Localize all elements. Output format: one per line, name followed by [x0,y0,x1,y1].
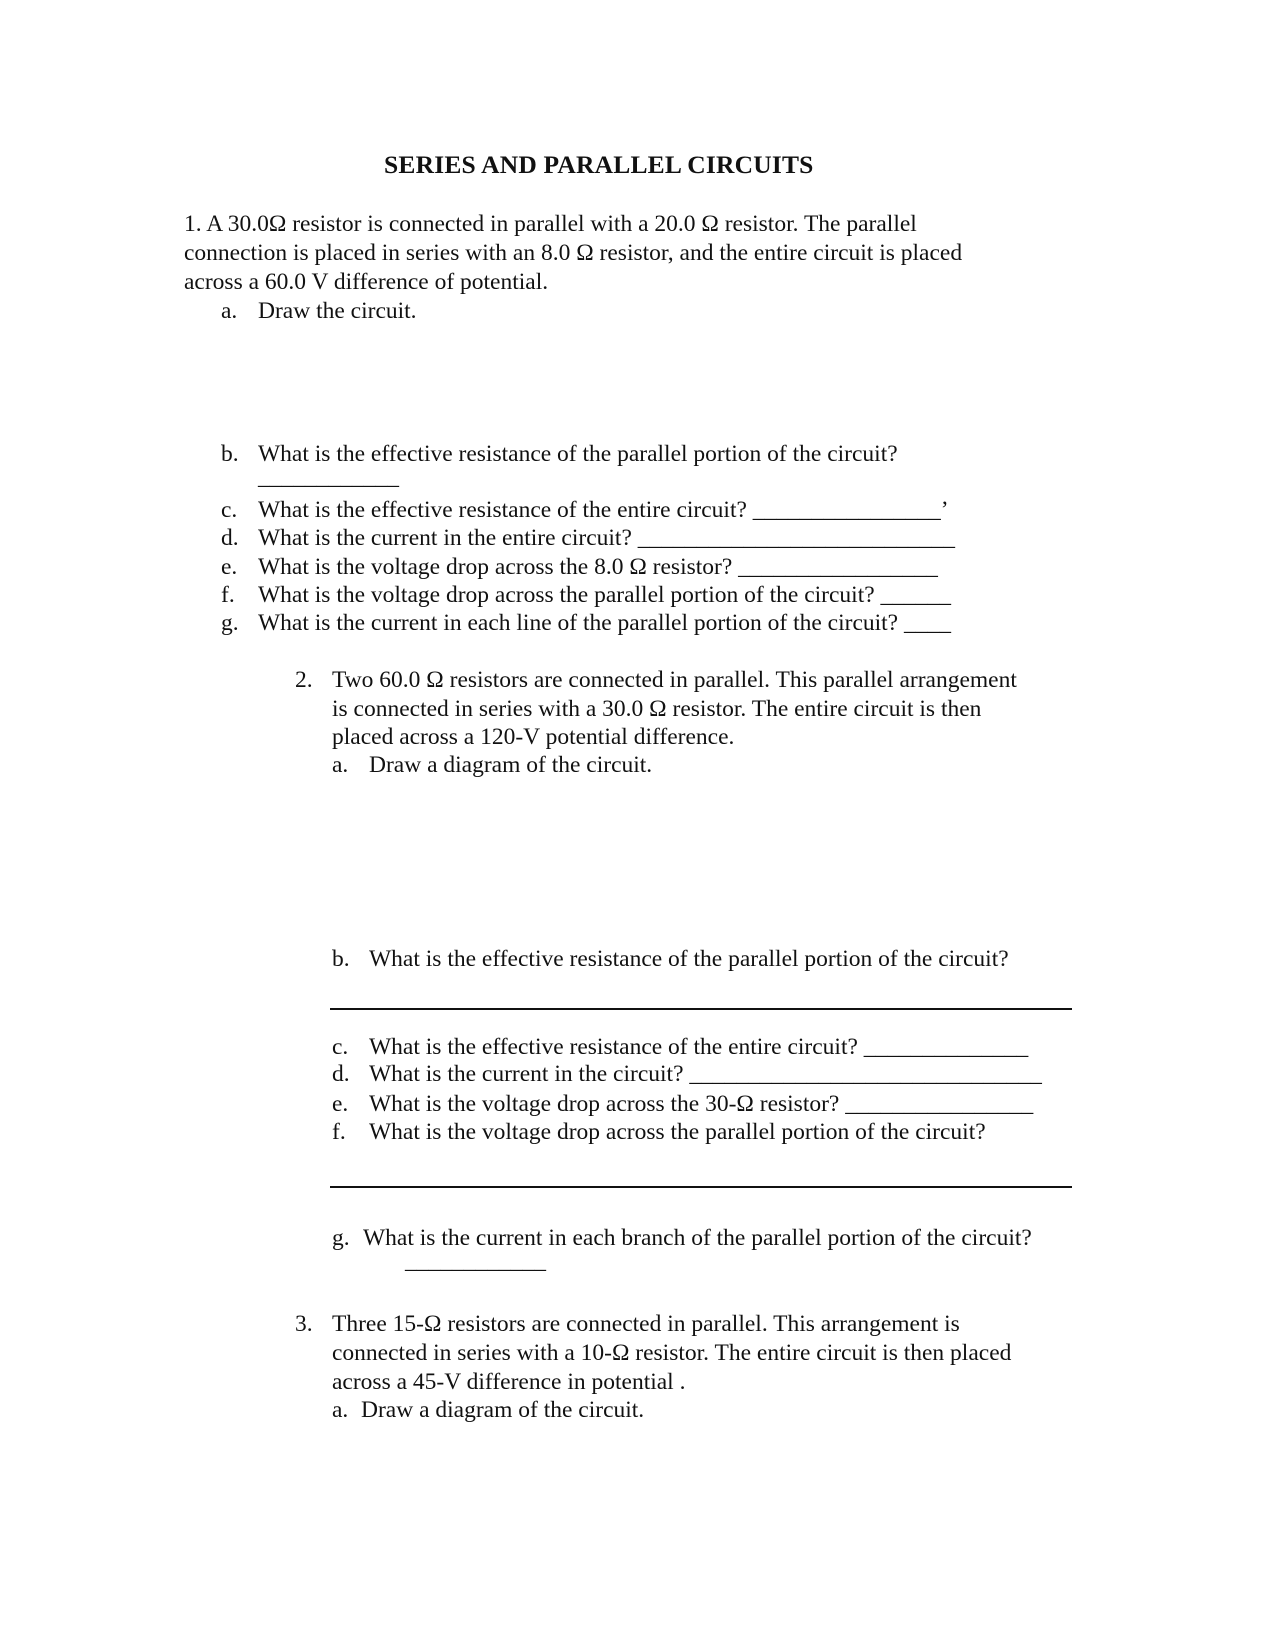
q2-c-label: c. [332,1034,349,1060]
q2-a-label: a. [332,752,349,778]
q3-intro-line-1: Three 15-Ω resistors are connected in parallel. This arrangement is [332,1311,960,1337]
q2-f-label: f. [332,1119,346,1145]
q1-f-text: What is the voltage drop across the parallel portion of the circuit? ______ [258,582,952,608]
q1-e-text: What is the voltage drop across the 8.0 Ω resistor? _________________ [258,554,938,580]
q2-intro-line-1: Two 60.0 Ω resistors are connected in parallel. This parallel arrangement [332,667,1017,693]
q2-number: 2. [295,667,313,693]
q2-e-text: What is the voltage drop across the 30-Ω resistor? ________________ [369,1091,1034,1117]
q2-b-text: What is the effective resistance of the parallel portion of the circuit? [369,946,1009,972]
q1-intro-line-2: connection is placed in series with an 8.0 Ω resistor, and the entire circuit is placed [184,240,963,266]
q2-d-text: What is the current in the circuit? ______________________________ [369,1061,1042,1087]
q2-g-answer-blank: ____________ [405,1248,546,1274]
q3-a-label: a. [332,1397,349,1423]
q3-intro-line-2: connected in series with a 10-Ω resistor. The entire circuit is then placed [332,1340,1012,1366]
q2-intro-line-2: is connected in series with a 30.0 Ω resistor. The entire circuit is then [332,696,982,722]
q2-intro-line-3: placed across a 120-V potential difference. [332,724,735,750]
q1-d-label: d. [221,525,239,551]
q1-e-label: e. [221,554,238,580]
q3-number: 3. [295,1311,313,1337]
q1-f-label: f. [221,582,235,608]
q1-c-text: What is the effective resistance of the entire circuit? ________________’ [258,497,949,523]
q3-intro-line-3: across a 45-V difference in potential . [332,1369,686,1395]
q1-a-label: a. [221,298,238,324]
q1-intro-line-3: across a 60.0 V difference of potential. [184,269,549,295]
q2-g-label: g. [332,1225,350,1251]
q1-c-label: c. [221,497,238,523]
page-title: SERIES AND PARALLEL CIRCUITS [384,150,814,179]
q1-g-label: g. [221,610,239,636]
q1-b-text: What is the effective resistance of the parallel portion of the circuit? [258,441,898,467]
q1-d-text: What is the current in the entire circuit? ___________________________ [258,525,956,551]
q2-f-text: What is the voltage drop across the parallel portion of the circuit? [369,1119,986,1145]
q2-f-answer-line [330,1186,1072,1188]
q1-g-text: What is the current in each line of the parallel portion of the circuit? ____ [258,610,951,636]
q3-a-text: Draw a diagram of the circuit. [361,1397,645,1423]
q1-b-label: b. [221,441,239,467]
q2-g-text: What is the current in each branch of the parallel portion of the circuit? [363,1225,1032,1251]
q1-b-answer-blank: ____________ [258,464,399,490]
q1-a-text: Draw the circuit. [258,298,417,324]
q2-d-label: d. [332,1061,350,1087]
q2-e-label: e. [332,1091,349,1117]
q2-c-text: What is the effective resistance of the entire circuit? ______________ [369,1034,1029,1060]
q2-b-label: b. [332,946,350,972]
q1-intro-line-1: 1. A 30.0Ω resistor is connected in parallel with a 20.0 Ω resistor. The parallel [184,211,917,237]
q2-a-text: Draw a diagram of the circuit. [369,752,653,778]
q2-b-answer-line [330,1008,1072,1010]
